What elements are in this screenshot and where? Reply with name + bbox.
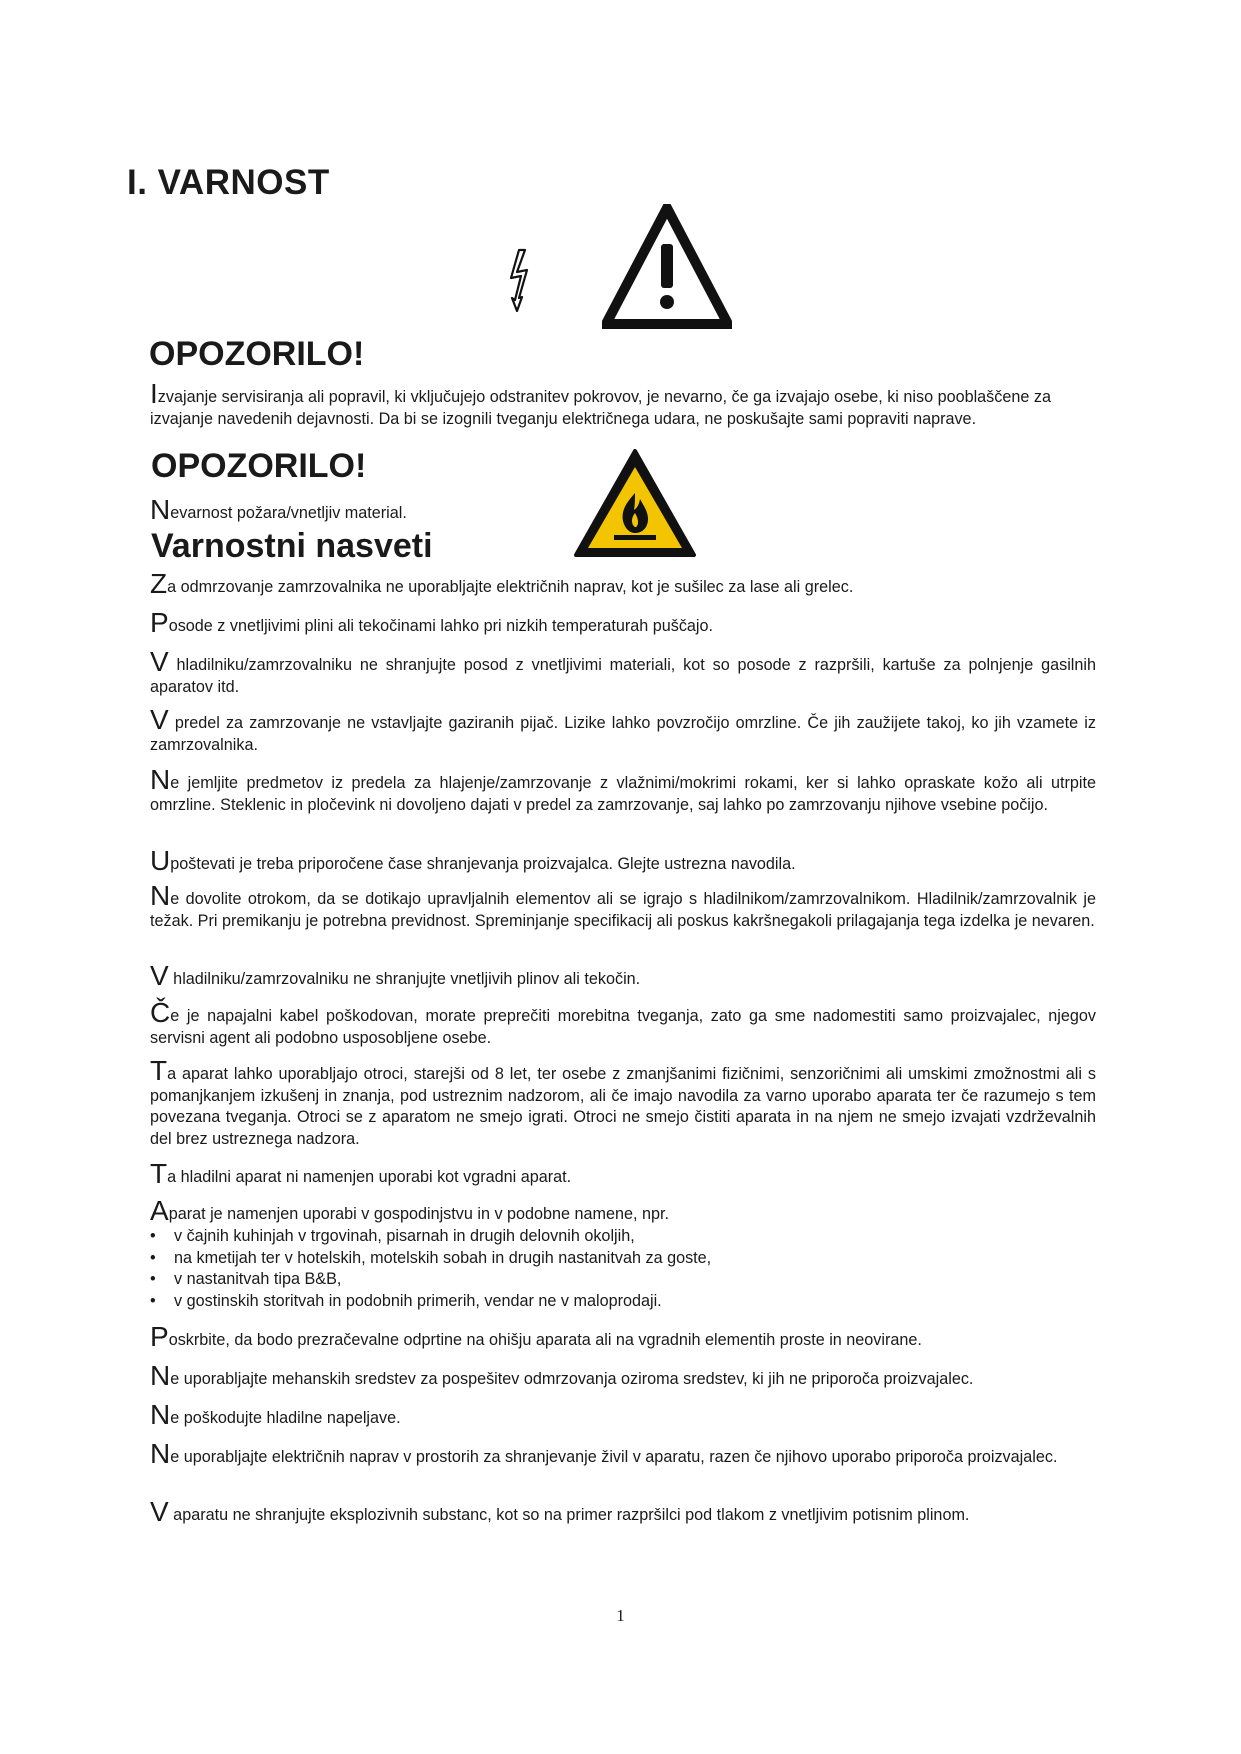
tip-paragraph: Ne dovolite otrokom, da se dotikajo upravljalnih elementov ali se igrajo s hladilnikom/zamrzovalnikom. Hladilnik/zamrzovalnik je težak. Pri premikanju je potrebna previdnost. Spreminjanje specifikacij ali poskus kakršnegakoli prilagajanja tega izdelka je nevaren.: [150, 880, 1096, 930]
list-item: • v nastanitvah tipa B&B,: [150, 1269, 1050, 1291]
tip-paragraph: Za odmrzovanje zamrzovalnika ne uporabljajte električnih naprav, kot je sušilec za lase ali grelec.: [150, 568, 854, 599]
tip-paragraph: Ta hladilni aparat ni namenjen uporabi kot vgradni aparat.: [150, 1158, 572, 1189]
drop-initial: I: [150, 378, 158, 409]
tip-paragraph: Če je napajalni kabel poškodovan, morate preprečiti morebitna tveganja, zato ga sme nadomestiti samo proizvajalec, njegov servisni agent ali podobno usposobljene osebe.: [150, 997, 1096, 1047]
tip-paragraph: V hladilniku/zamrzovalniku ne shranjujte posod z vnetljivimi materiali, kot so posode z razpršili, kartuše za polnjenje gasilnih aparatov itd.: [150, 646, 1096, 696]
tip-paragraph: Upoštevati je treba priporočene čase shranjevanja proizvajalca. Glejte ustrezna navodila.: [150, 845, 796, 876]
warning-text: Nevarnost požara/vnetljiv material.: [150, 494, 407, 525]
list-item: • v gostinskih storitvah in podobnih primerih, vendar ne v maloprodaji.: [150, 1291, 1050, 1313]
page-title: I. VARNOST: [127, 163, 330, 202]
warning-heading: OPOZORILO!: [151, 447, 367, 485]
safety-tips-heading: Varnostni nasveti: [151, 527, 433, 565]
drop-initial: N: [150, 494, 171, 525]
tip-paragraph: Ne uporabljajte električnih naprav v prostorih za shranjevanje živil v aparatu, razen če njihovo uporabo priporoča proizvajalec.: [150, 1438, 1058, 1469]
list-item: • v čajnih kuhinjah v trgovinah, pisarnah in drugih delovnih okoljih,: [150, 1226, 1050, 1248]
warning-heading: OPOZORILO!: [149, 335, 365, 373]
tip-paragraph: Aparat je namenjen uporabi v gospodinjstvu in v podobne namene, npr.: [150, 1195, 670, 1226]
warning-text: Izvajanje servisiranja ali popravil, ki vključujejo odstranitev pokrovov, je nevarno, če ga izvajajo osebe, ki niso pooblaščene za izvajanje navedenih dejavnosti. Da bi se izognili tveganju električnega udara, ne poskušajte sami popraviti naprave.: [150, 378, 1051, 428]
exclamation-warning-icon: [602, 204, 732, 330]
tip-paragraph: V hladilniku/zamrzovalniku ne shranjujte vnetljivih plinov ali tekočin.: [150, 960, 641, 991]
tip-paragraph: Ne poškodujte hladilne napeljave.: [150, 1399, 401, 1430]
tip-paragraph: Ne uporabljajte mehanskih sredstev za pospešitev odmrzovanja oziroma sredstev, ki jih ne priporoča proizvajalec.: [150, 1360, 974, 1391]
flammable-warning-icon: [572, 447, 698, 559]
tip-paragraph: Poskrbite, da bodo prezračevalne odprtine na ohišju aparata ali na vgradnih elementih proste in neovirane.: [150, 1321, 922, 1352]
tip-paragraph: V predel za zamrzovanje ne vstavljajte gaziranih pijač. Lizike lahko povzročijo omrzline. Če jih zaužijete takoj, ko jih vzamete iz zamrzovalnika.: [150, 704, 1096, 754]
tip-paragraph: Ta aparat lahko uporabljajo otroci, starejši od 8 let, ter osebe z zmanjšanimi fizičnimi, senzoričnimi ali umskimi zmožnostmi ali s pomanjkanjem izkušenj in znanja, pod ustreznim nadzorom, ali če imajo navodila za varno uporabo aparata ter če razumejo s tem povezana tveganja. Otroci se z aparatom ne smejo igrati. Otroci ne smejo čistiti aparata in na njem ne smejo izvajati vzdrževalnih del brez ustreznega nadzora.: [150, 1055, 1096, 1148]
tip-paragraph: Posode z vnetljivimi plini ali tekočinami lahko pri nizkih temperaturah puščajo.: [150, 607, 714, 638]
tip-paragraph: Ne jemljite predmetov iz predela za hlajenje/zamrzovanje z vlažnimi/mokrimi rokami, ker si lahko opraskate kožo ali utrpite omrzline. Steklenic in pločevink ni dovoljeno dajati v predel za zamrzovanje, saj lahko po zamrzovanju njihove vsebine počijo.: [150, 764, 1096, 814]
tip-paragraph: V aparatu ne shranjujte eksplozivnih substanc, kot so na primer razpršilci pod tlakom z vnetljivim potisnim plinom.: [150, 1496, 970, 1527]
usage-bullet-list: [150, 1226, 1050, 1312]
list-item: • na kmetijah ter v hotelskih, motelskih sobah in drugih nastanitvah za goste,: [150, 1248, 1050, 1270]
page-number: 1: [616, 1606, 625, 1625]
lightning-bolt-icon: [505, 248, 533, 312]
